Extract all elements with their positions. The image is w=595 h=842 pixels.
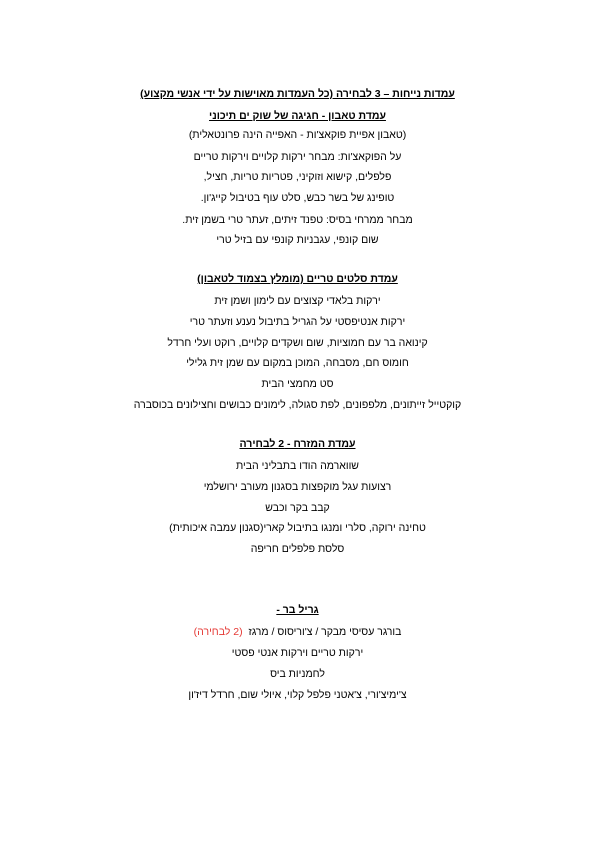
choice-note: (2 לבחירה) (193, 626, 243, 638)
salads-line: ירקות בלאדי קצוצים עם לימון ושמן זית (214, 295, 381, 307)
east-line: טחינה ירוקה, סלרי ומנגו בתיבול קארי(סגנון עמבה איכותית) (169, 522, 426, 534)
taboon-line: מבחר ממרחי בסיס: טפנד זיתים, זעתר טרי בשמן זית. (182, 214, 413, 226)
taboon-line: פלפלים, קישוא וזוקיני, פטריות טריות, חציל, (203, 171, 392, 183)
grill-line: בורגר עסיסי מבקר / צ'וריסוס / מרגז (248, 626, 402, 638)
east-line: קבב בקר וכבש (265, 502, 330, 514)
salads-line: קינואה בר עם חמוציות, שום ושקדים קלויים, רוקט ועלי חרדל (167, 337, 428, 349)
grill-line: צ'ימיצ'ורי, צ'אטני פלפל קלוי, איולי שום, חרדל דיז'ון (188, 689, 407, 701)
main-title: עמדות נייחות – 3 לבחירה (כל העמדות מאוישות על ידי אנשי מקצוע) (140, 88, 455, 100)
taboon-line: (טאבון אפיית פוקאצ'ות - האפייה הינה פרונטאלית) (188, 129, 407, 141)
east-line: שווארמה הודו בתבליני הבית (236, 460, 359, 472)
grill-line-with-note (100, 625, 495, 639)
taboon-line: שום קונפי, עגבניות קונפי עם בזיל טרי (216, 234, 379, 246)
section-heading-salads: עמדת סלטים טריים (מומלץ בצמוד לטאבון) (197, 273, 398, 285)
taboon-line: טופינג של בשר כבש, סלט עוף בטיבול קייג'ון. (200, 192, 395, 204)
taboon-line: על הפוקאצ'ות: מבחר ירקות קלויים וירקות טריים (193, 151, 402, 163)
salads-line: קוקטייל זייתונים, מלפפונים, לפת סגולה, לימונים כבושים וחצילונים בכוסברה (133, 399, 462, 411)
grill-line: לחמניות ביס (270, 668, 325, 680)
salads-line: סט מחמצי הבית (261, 378, 334, 390)
salads-line: חומוס חם, מסבחה, המוכן במקום עם שמן זית גלילי (186, 357, 409, 369)
salads-line: ירקות אנטיפסטי על הגריל בתיבול נענע וזעתר טרי (189, 316, 406, 328)
grill-line: ירקות טריים וירקות אנטי פסטי (231, 647, 364, 659)
section-heading-grill: גריל בר - (276, 604, 319, 616)
section-heading-east: עמדת המזרח - 2 לבחירה (239, 438, 356, 450)
east-line: סלסת פלפלים חריפה (250, 543, 345, 555)
east-line: רצועות עגל מוקפצות בסגנון מעורב ירושלמי (203, 481, 392, 493)
section-heading-taboon: עמדת טאבון - חגיגה של שוק ים תיכוני (209, 110, 386, 122)
